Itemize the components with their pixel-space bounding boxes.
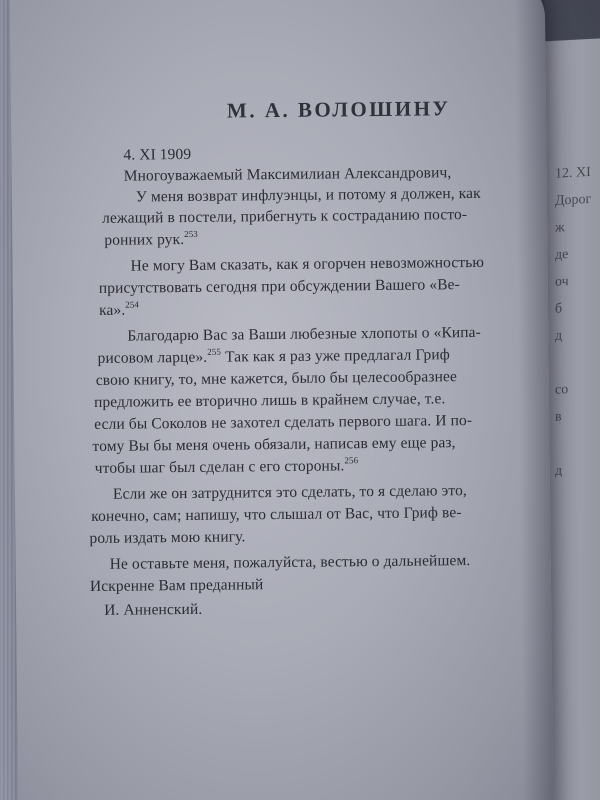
letter-line [113, 482, 467, 504]
footnote-marker: 253 [184, 228, 198, 240]
letter-line-text: роль издать мою книгу. [89, 528, 246, 548]
letter-line [94, 412, 472, 434]
letter-line-text: свою книгу, то, мне кажется, было бы целесообразнее [95, 368, 457, 389]
letter-line [99, 276, 460, 298]
footnote-marker: 254 [125, 299, 140, 310]
letter-line-text: Искренне Вам преданный [89, 576, 264, 596]
letter-line [89, 528, 245, 548]
letter-line [94, 390, 446, 412]
letter-date: 4. XI 1909 [123, 145, 192, 164]
letter-line [131, 254, 485, 276]
letter-line [91, 504, 462, 526]
letter-line [102, 206, 467, 228]
footnote-marker: 256 [344, 455, 359, 466]
letter-line-text: Не оставьте меня, пожалуйста, вестью о дальнейшем. [109, 552, 471, 573]
letter-line-text: Если же он затруднится это сделать, то я сделаю это, [112, 482, 467, 503]
letter-line-continuation: Так как я раз уже предлагал Гриф [220, 346, 450, 366]
letter-line-text: ронних рук. [104, 231, 185, 249]
letter-line-text: рисовом ларце». [97, 348, 208, 367]
footnote-marker: 255 [207, 346, 222, 357]
letter-line [97, 346, 450, 368]
letter-line-text: У меня возврат инфлуэнцы, и потому я должен, как [135, 184, 481, 206]
letter-line-text: Благодарю Вас за Ваши любезные хлопоты о «Кипа- [127, 323, 481, 345]
letter-line-text: Не могу Вам сказать, как я огорчен невозможностью [130, 253, 485, 275]
letter-line-text: конечно, сам; напишу, что слышал от Вас, что Гриф ве- [91, 504, 462, 525]
letter-line-text: чтобы шаг был сделан с его стороны. [94, 457, 345, 477]
letter-line [99, 301, 139, 319]
letter-line [90, 576, 264, 596]
letter-line [127, 324, 481, 346]
letter-line-text: И. Анненский. [104, 600, 203, 619]
letter-line-text: тому Вы бы меня очень обязали, написав ему еще раз, [92, 434, 456, 455]
letter-heading: М. А. ВОЛОШИНУ [226, 96, 451, 123]
letter-line-text: присутствовать сегодня при обсуждении Вашего «Ве- [98, 276, 460, 297]
letter-line-text: Многоуважаемый Максимилиан Александрович, [123, 164, 452, 185]
letter-line-text: предложить ее вторично лишь в крайнем случае, т.е. [93, 390, 446, 411]
page-content [10, 0, 554, 800]
letter-line-text: ка». [98, 301, 126, 319]
letter-line [92, 434, 455, 456]
next-page-text: 12. XI Дорог ж де оч б д со в д [555, 164, 592, 479]
letter-line [96, 368, 457, 390]
letter-line [104, 601, 202, 620]
letter-line [136, 185, 481, 207]
book-page [10, 0, 554, 800]
letter-line-text: если бы Соколов не захотел сделать первого шага. И по- [94, 412, 473, 433]
letter-line [95, 457, 359, 478]
letter-line-text: лежащий в постели, прибегнуть к состраданию посто- [101, 206, 468, 227]
letter-line [110, 552, 471, 574]
letter-line [124, 164, 452, 185]
letter-line [104, 228, 198, 250]
